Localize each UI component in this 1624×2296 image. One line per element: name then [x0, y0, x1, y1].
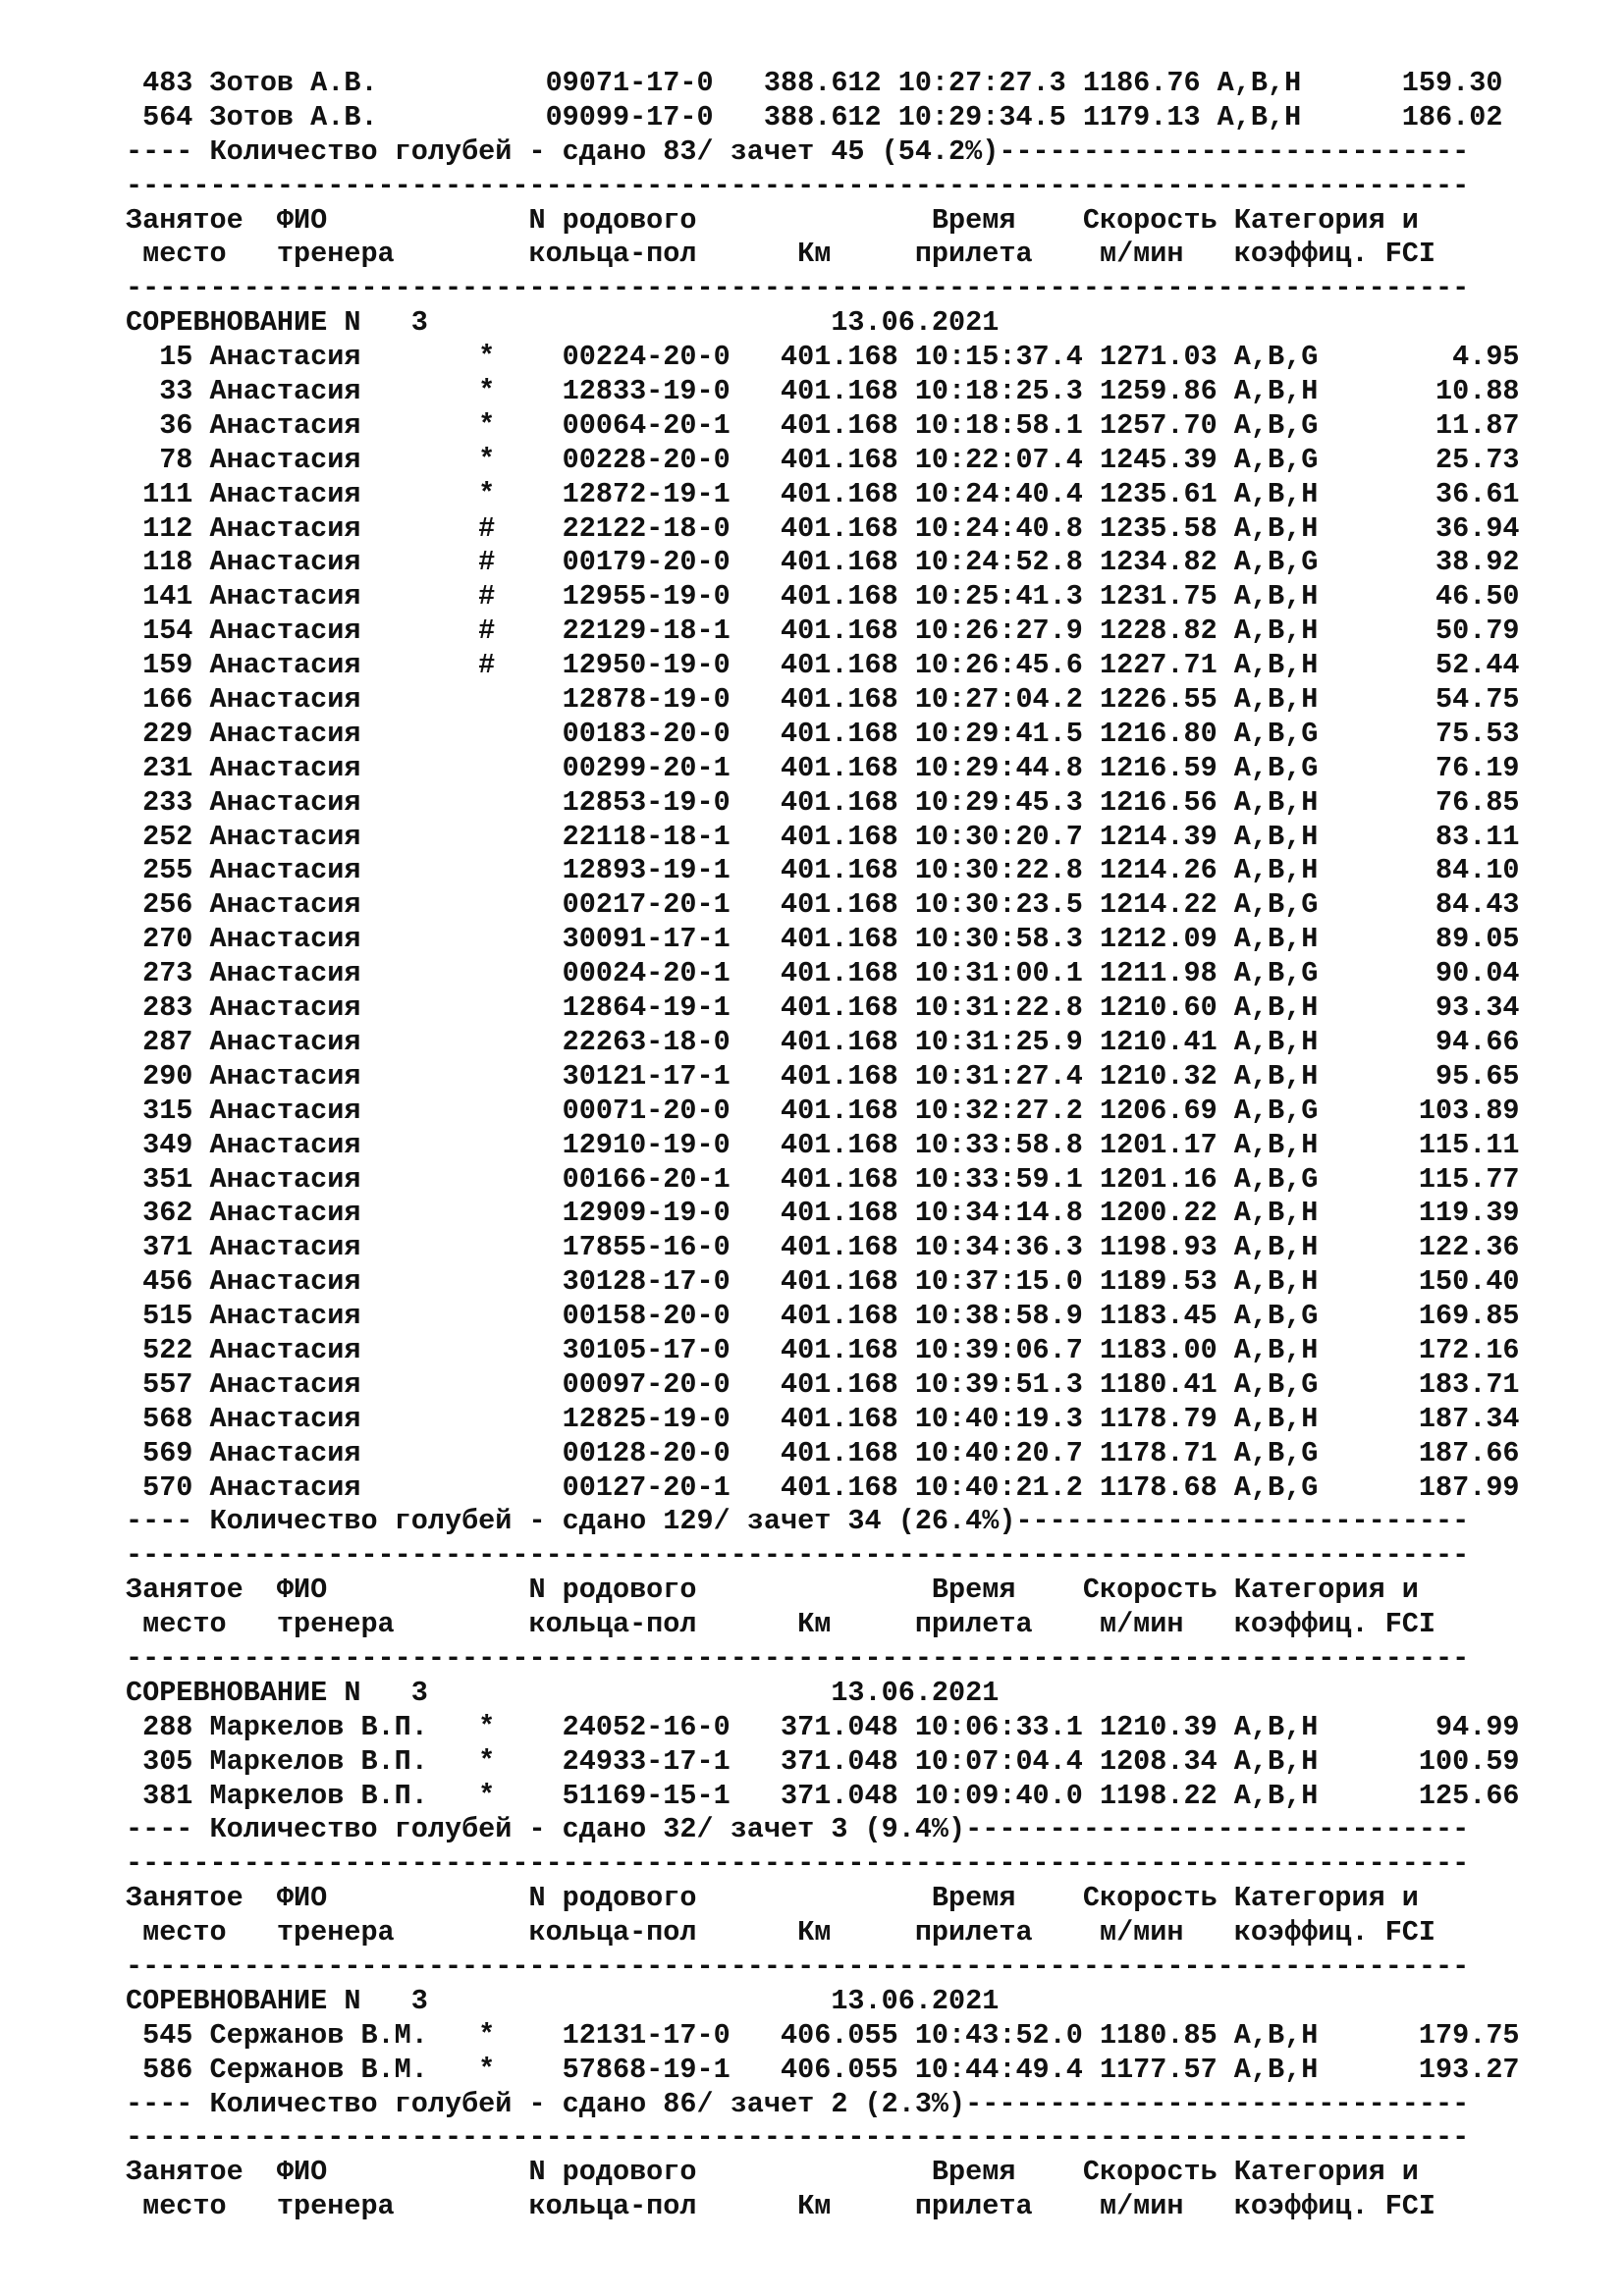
result-row: 381 Маркелов В.П. * 51169-15-1 371.048 10:09:40.0 1198.22 A,B,H 125.66: [126, 1779, 1520, 1812]
divider-line: --------------------------------------------------------------------------------: [126, 1949, 1470, 1983]
result-row: 568 Анастасия 12825-19-0 401.168 10:40:19.3 1178.79 A,B,H 187.34: [126, 1402, 1520, 1435]
divider-line: --------------------------------------------------------------------------------: [126, 1539, 1470, 1573]
result-row: 522 Анастасия 30105-17-0 401.168 10:39:06.7 1183.00 A,B,H 172.16: [126, 1333, 1520, 1366]
result-row: 252 Анастасия 22118-18-1 401.168 10:30:20.7 1214.39 A,B,H 83.11: [126, 820, 1520, 853]
result-row: 15 Анастасия * 00224-20-0 401.168 10:15:37.4 1271.03 A,B,G 4.95: [126, 341, 1520, 374]
table-header-line-1: Занятое ФИО N родового Время Скорость Категория и: [126, 2156, 1419, 2189]
result-row: 362 Анастасия 12909-19-0 401.168 10:34:14.8 1200.22 A,B,H 119.39: [126, 1197, 1520, 1230]
result-row: 371 Анастасия 17855-16-0 401.168 10:34:36.3 1198.93 A,B,H 122.36: [126, 1231, 1520, 1264]
result-row: 270 Анастасия 30091-17-1 401.168 10:30:58.3 1212.09 A,B,H 89.05: [126, 923, 1520, 956]
table-header-line-2: место тренера кольца-пол Км прилета м/мин коэффиц. FCI: [126, 1608, 1436, 1641]
table-header-line-1: Занятое ФИО N родового Время Скорость Категория и: [126, 1882, 1419, 1915]
result-row: 255 Анастасия 12893-19-1 401.168 10:30:22.8 1214.26 A,B,H 84.10: [126, 854, 1520, 887]
table-header-line-1: Занятое ФИО N родового Время Скорость Категория и: [126, 203, 1419, 237]
result-row: 290 Анастасия 30121-17-1 401.168 10:31:27.4 1210.32 A,B,H 95.65: [126, 1059, 1520, 1093]
result-row: 154 Анастасия # 22129-18-1 401.168 10:26:27.9 1228.82 A,B,H 50.79: [126, 614, 1520, 648]
section-markelov: [126, 1539, 1608, 1847]
result-row: 233 Анастасия 12853-19-0 401.168 10:29:45.3 1216.56 A,B,H 76.85: [126, 785, 1520, 819]
result-row: 287 Анастасия 22263-18-0 401.168 10:31:25.9 1210.41 A,B,H 94.66: [126, 1025, 1520, 1058]
summary-line: ---- Количество голубей - сдано 129/ зачет 34 (26.4%)---------------------------: [126, 1505, 1470, 1538]
summary-line: ---- Количество голубей - сдано 32/ зачет 3 (9.4%)------------------------------: [126, 1813, 1470, 1846]
results-printout: [126, 67, 1608, 2224]
result-row: 256 Анастасия 00217-20-1 401.168 10:30:23.5 1214.22 A,B,G 84.43: [126, 888, 1520, 922]
section-anastasia: [126, 170, 1608, 1540]
competition-line: СОРЕВНОВАНИЕ N 3 13.06.2021: [126, 1984, 1000, 2017]
result-row: 141 Анастасия # 12955-19-0 401.168 10:25:41.3 1231.75 A,B,H 46.50: [126, 580, 1520, 614]
result-row: 564 Зотов А.В. 09099-17-0 388.612 10:29:34.5 1179.13 A,B,H 186.02: [126, 100, 1503, 133]
result-row: 570 Анастасия 00127-20-1 401.168 10:40:21.2 1178.68 A,B,G 187.99: [126, 1470, 1520, 1504]
table-header-line-2: место тренера кольца-пол Км прилета м/мин коэффиц. FCI: [126, 1916, 1436, 1949]
result-row: 586 Сержанов В.М. * 57868-19-1 406.055 10:44:49.4 1177.57 A,B,H 193.27: [126, 2053, 1520, 2086]
result-row: 111 Анастасия * 12872-19-1 401.168 10:24:40.4 1235.61 A,B,H 36.61: [126, 477, 1520, 510]
result-row: 305 Маркелов В.П. * 24933-17-1 371.048 10:07:04.4 1208.34 A,B,H 100.59: [126, 1744, 1520, 1778]
result-row: 569 Анастасия 00128-20-0 401.168 10:40:20.7 1178.71 A,B,G 187.66: [126, 1436, 1520, 1469]
result-row: 545 Сержанов В.М. * 12131-17-0 406.055 10:43:52.0 1180.85 A,B,H 179.75: [126, 2018, 1520, 2052]
result-row: 231 Анастасия 00299-20-1 401.168 10:29:44.8 1216.59 A,B,G 76.19: [126, 751, 1520, 784]
section-zotov: [126, 67, 1608, 170]
table-header-line-2: место тренера кольца-пол Км прилета м/мин коэффиц. FCI: [126, 238, 1436, 271]
competition-line: СОРЕВНОВАНИЕ N 3 13.06.2021: [126, 1676, 1000, 1709]
summary-line: ---- Количество голубей - сдано 86/ зачет 2 (2.3%)------------------------------: [126, 2087, 1470, 2120]
section-serzhanov: [126, 1847, 1608, 2121]
result-row: 273 Анастасия 00024-20-1 401.168 10:31:00.1 1211.98 A,B,G 90.04: [126, 957, 1520, 990]
result-row: 166 Анастасия 12878-19-0 401.168 10:27:04.2 1226.55 A,B,H 54.75: [126, 683, 1520, 717]
result-row: 483 Зотов А.В. 09071-17-0 388.612 10:27:27.3 1186.76 A,B,H 159.30: [126, 67, 1503, 99]
result-row: 118 Анастасия # 00179-20-0 401.168 10:24:52.8 1234.82 A,B,G 38.92: [126, 546, 1520, 579]
result-row: 78 Анастасия * 00228-20-0 401.168 10:22:07.4 1245.39 A,B,G 25.73: [126, 443, 1520, 476]
divider-line: --------------------------------------------------------------------------------: [126, 1847, 1470, 1881]
table-header-line-2: место тренера кольца-пол Км прилета м/мин коэффиц. FCI: [126, 2190, 1436, 2223]
competition-line: СОРЕВНОВАНИЕ N 3 13.06.2021: [126, 306, 1000, 340]
result-row: 456 Анастасия 30128-17-0 401.168 10:37:15.0 1189.53 A,B,H 150.40: [126, 1265, 1520, 1299]
result-row: 33 Анастасия * 12833-19-0 401.168 10:18:25.3 1259.86 A,B,H 10.88: [126, 375, 1520, 408]
result-row: 36 Анастасия * 00064-20-1 401.168 10:18:58.1 1257.70 A,B,G 11.87: [126, 408, 1520, 442]
table-header-line-1: Занятое ФИО N родового Время Скорость Категория и: [126, 1574, 1419, 1607]
summary-line: ---- Количество голубей - сдано 83/ зачет 45 (54.2%)----------------------------: [126, 134, 1470, 168]
result-row: 515 Анастасия 00158-20-0 401.168 10:38:58.9 1183.45 A,B,G 169.85: [126, 1300, 1520, 1333]
result-row: 159 Анастасия # 12950-19-0 401.168 10:26:45.6 1227.71 A,B,H 52.44: [126, 649, 1520, 682]
result-row: 349 Анастасия 12910-19-0 401.168 10:33:58.8 1201.17 A,B,H 115.11: [126, 1128, 1520, 1161]
result-row: 283 Анастасия 12864-19-1 401.168 10:31:22.8 1210.60 A,B,H 93.34: [126, 991, 1520, 1025]
divider-line: --------------------------------------------------------------------------------: [126, 2121, 1470, 2155]
divider-line: --------------------------------------------------------------------------------: [126, 169, 1470, 202]
result-row: 229 Анастасия 00183-20-0 401.168 10:29:41.5 1216.80 A,B,G 75.53: [126, 717, 1520, 750]
divider-line: --------------------------------------------------------------------------------: [126, 272, 1470, 305]
result-row: 288 Маркелов В.П. * 24052-16-0 371.048 10:06:33.1 1210.39 A,B,H 94.99: [126, 1710, 1520, 1743]
result-row: 351 Анастасия 00166-20-1 401.168 10:33:59.1 1201.16 A,B,G 115.77: [126, 1162, 1520, 1196]
section-next-header: [126, 2121, 1608, 2224]
divider-line: --------------------------------------------------------------------------------: [126, 1641, 1470, 1675]
result-row: 112 Анастасия # 22122-18-0 401.168 10:24:40.8 1235.58 A,B,H 36.94: [126, 511, 1520, 545]
result-row: 315 Анастасия 00071-20-0 401.168 10:32:27.2 1206.69 A,B,G 103.89: [126, 1094, 1520, 1127]
result-row: 557 Анастасия 00097-20-0 401.168 10:39:51.3 1180.41 A,B,G 183.71: [126, 1367, 1520, 1401]
